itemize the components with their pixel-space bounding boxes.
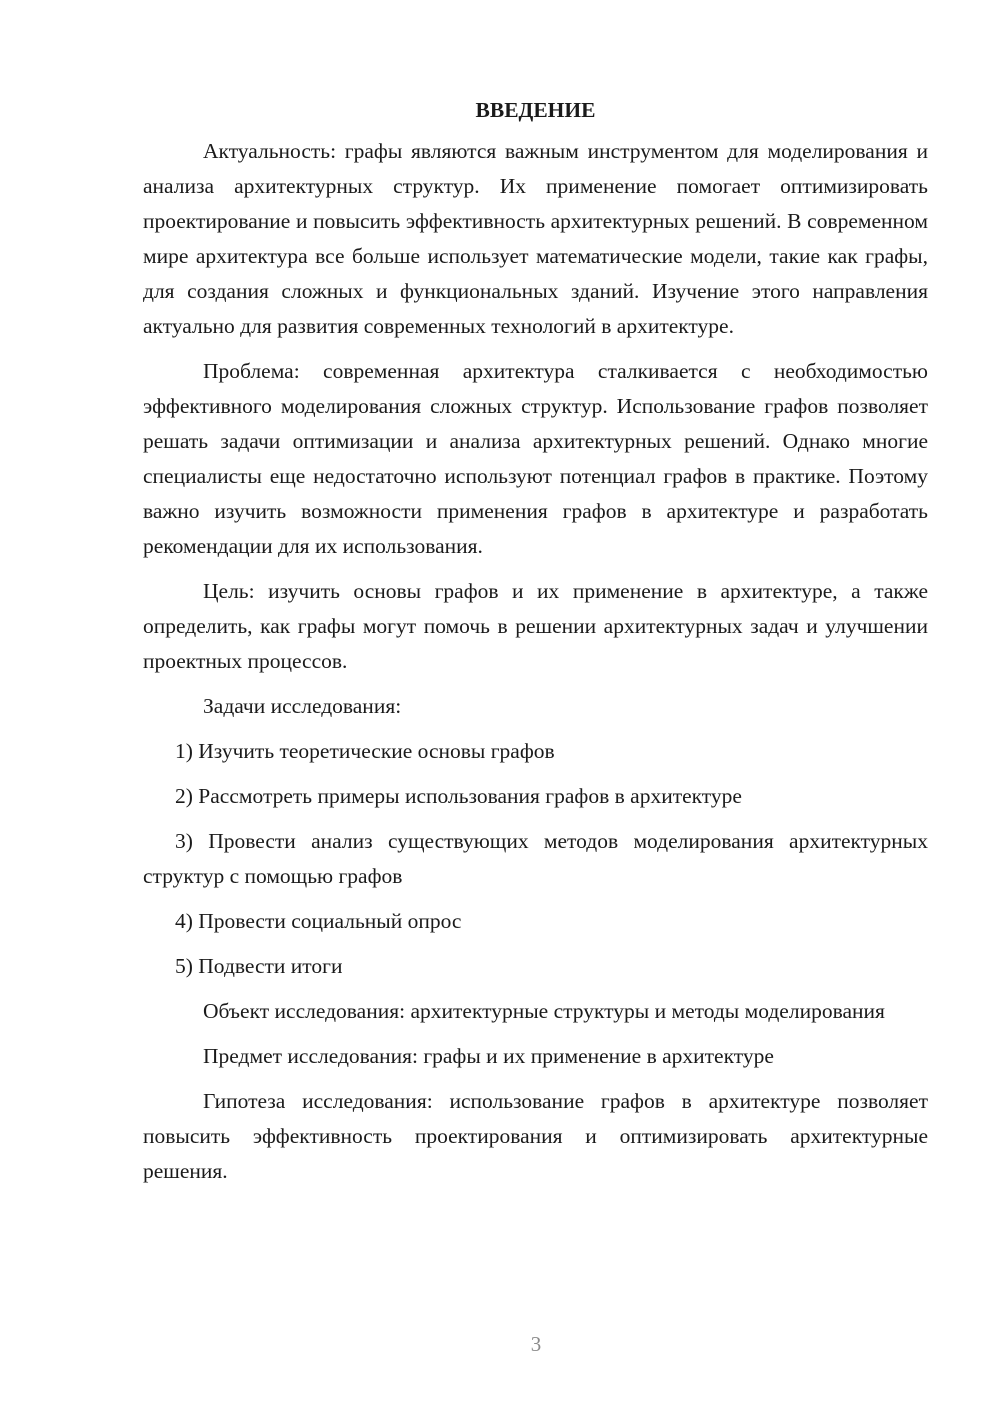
paragraph-relevance: Актуальность: графы являются важным инструментом для моделирования и анализа архитектурных структур. Их применение помогает оптимизировать проектирование и повысить эффективность архитектурных решений. В современном мире архитектура все больше использует математические модели, такие как графы, для создания сложных и функциональных зданий. Изучение этого направления актуально для развития современных технологий в архитектуре. [143, 139, 928, 338]
task-item-2: 2) Рассмотреть примеры использования графов в архитектуре [175, 784, 742, 808]
task-item-4: 4) Провести социальный опрос [175, 909, 462, 933]
task-item-1: 1) Изучить теоретические основы графов [175, 739, 555, 763]
task-item-3: 3) Провести анализ существующих методов моделирования архитектурных структур с помощью графов [143, 829, 928, 888]
paragraph-object: Объект исследования: архитектурные структуры и методы моделирования [203, 999, 885, 1023]
paragraph-hypothesis: Гипотеза исследования: использование графов в архитектуре позволяет повысить эффективность проектирования и оптимизировать архитектурные решения. [143, 1089, 928, 1183]
paragraph-subject: Предмет исследования: графы и их применение в архитектуре [203, 1044, 774, 1068]
paragraph-goal: Цель: изучить основы графов и их применение в архитектуре, а также определить, как графы могут помочь в решении архитектурных задач и улучшении проектных процессов. [143, 579, 928, 673]
task-item-5: 5) Подвести итоги [175, 954, 343, 978]
paragraph-tasks-intro: Задачи исследования: [203, 694, 402, 718]
paragraph-problem: Проблема: современная архитектура сталкивается с необходимостью эффективного моделирования сложных структур. Использование графов позволяет решать задачи оптимизации и анализа архитектурных решений. Однако многие специалисты еще недостаточно используют потенциал графов в практике. Поэтому важно изучить возможности применения графов в архитектуре и разработать рекомендации для их использования. [143, 359, 928, 558]
document-page [143, 92, 928, 1199]
section-heading: ВВЕДЕНИЕ [475, 98, 596, 122]
page-number: 3 [530, 1332, 542, 1356]
